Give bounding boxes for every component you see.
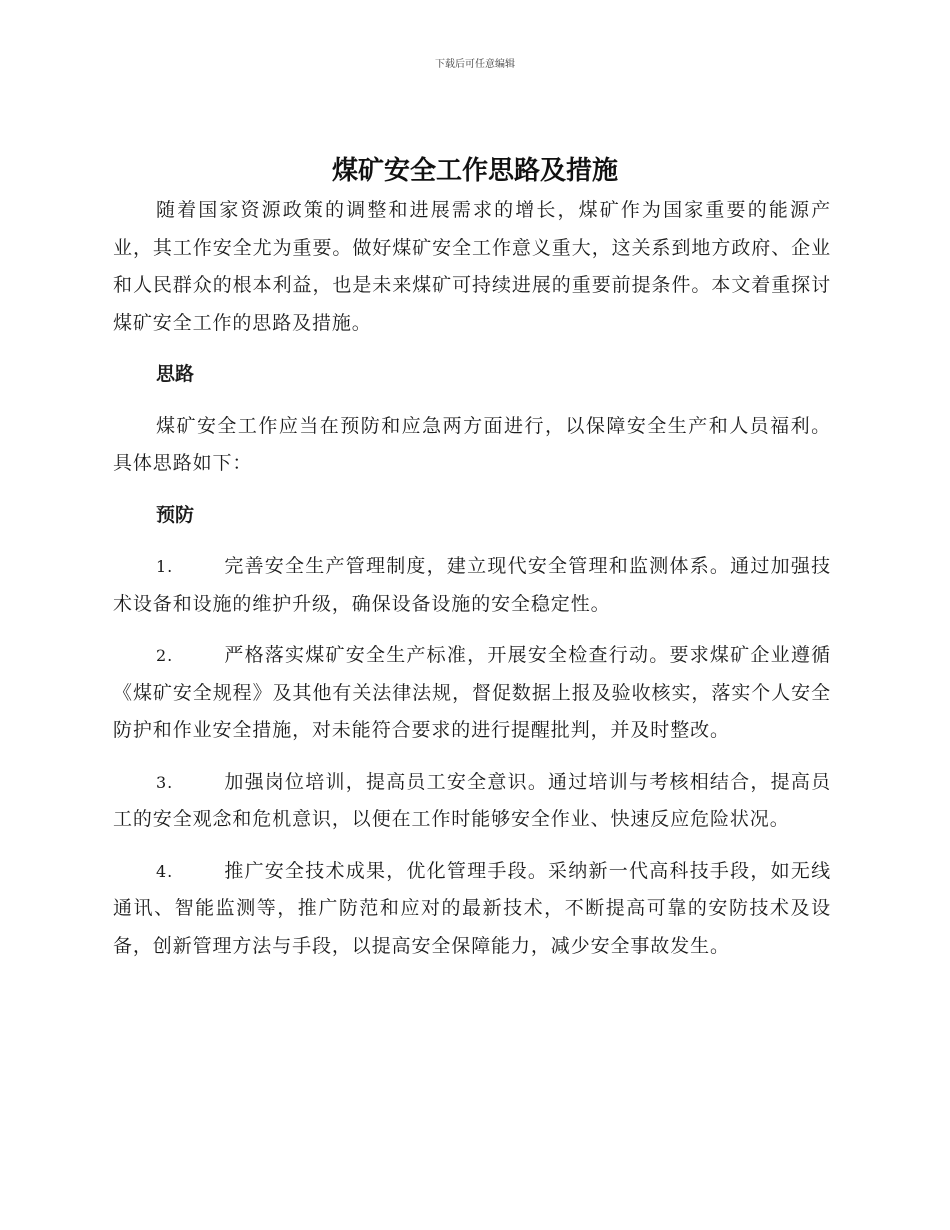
document-body — [113, 192, 831, 965]
section-heading-thoughts: 思路 — [156, 363, 195, 385]
list-item — [113, 764, 831, 839]
list-item — [113, 637, 831, 750]
list-item-number: 3. — [156, 772, 174, 792]
header-note: 下载后可任意编辑 — [435, 59, 515, 70]
list-item-number: 1. — [156, 557, 174, 576]
list-item-text: 完善安全生产管理制度，建立现代安全管理和监测体系。通过加强技术设备和设施的维护升级，确保设备设施的安全稳定性。 — [113, 555, 831, 615]
list-item-text: 严格落实煤矿安全生产标准，开展安全检查行动。要求煤矿企业遵循《煤矿安全规程》及其他有关法律法规，督促数据上报及验收核实，落实个人安全防护和作业安全措施，对未能符合要求的进行提醒批判，并及时整改。 — [113, 644, 831, 741]
intro-paragraph: 随着国家资源政策的调整和进展需求的增长，煤矿作为国家重要的能源产业，其工作安全尤为重要。做好煤矿安全工作意义重大，这关系到地方政府、企业和人民群众的根本利益，也是未来煤矿可持续进展的重要前提条件。本文着重探讨煤矿安全工作的思路及措施。 — [113, 199, 831, 334]
list-item-number: 4. — [156, 861, 174, 881]
list-item — [113, 548, 831, 623]
list-item-text: 加强岗位培训，提高员工安全意识。通过培训与考核相结合，提高员工的安全观念和危机意识，以便在工作时能够安全作业、快速反应危险状况。 — [113, 770, 831, 830]
list-item — [113, 853, 831, 966]
list-item-text: 推广安全技术成果，优化管理手段。采纳新一代高科技手段，如无线通讯、智能监测等，推广防范和应对的最新技术，不断提高可靠的安防技术及设备，创新管理方法与手段，以提高安全保障能力，减少安全事故发生。 — [113, 859, 831, 957]
list-item-number: 2. — [156, 646, 174, 665]
document-title: 煤矿安全工作思路及措施 — [331, 156, 618, 186]
section-heading-prevention: 预防 — [156, 503, 195, 526]
thoughts-paragraph: 煤矿安全工作应当在预防和应急两方面进行，以保障安全生产和人员福利。具体思路如下： — [113, 414, 831, 474]
